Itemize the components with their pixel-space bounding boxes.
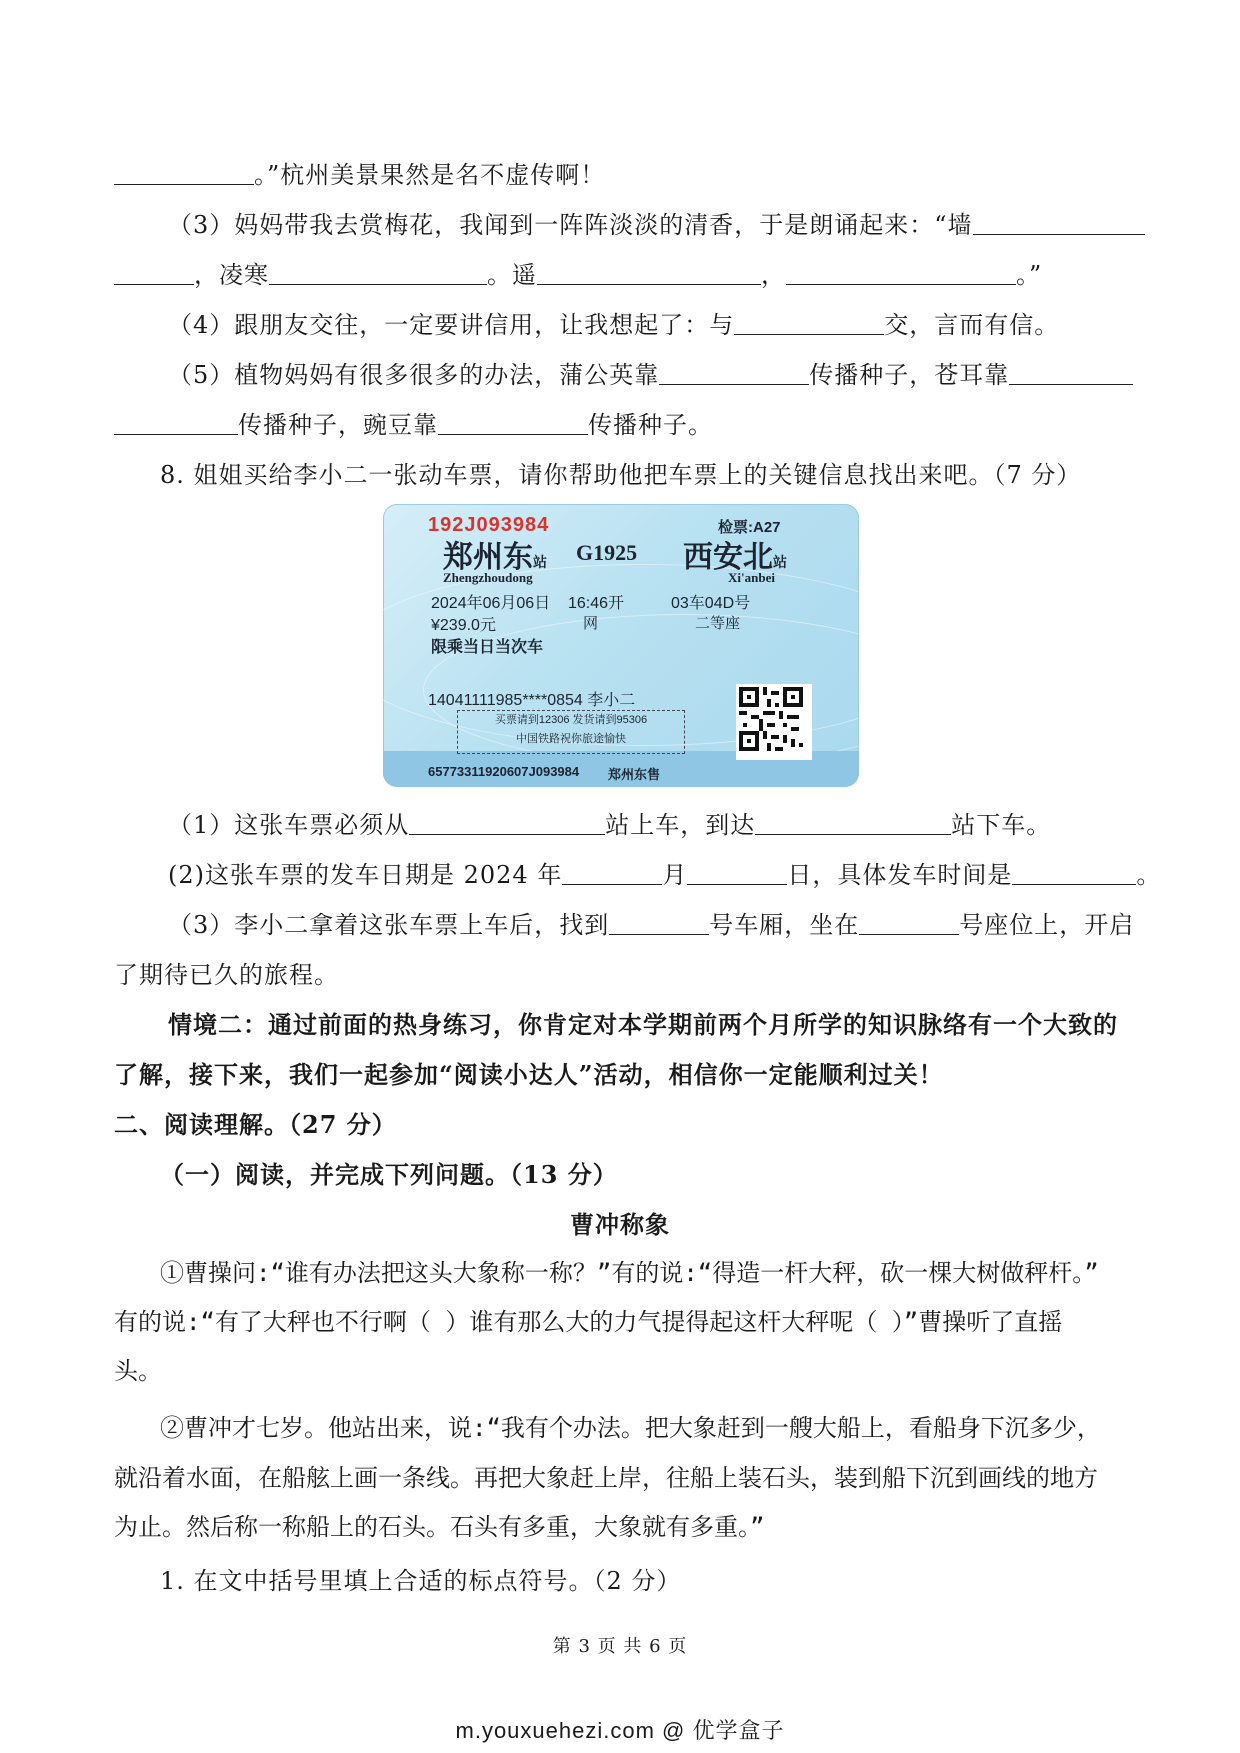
ticket-id: 192J093984: [428, 514, 550, 536]
passage-p1-line-a: ①曹操问:“谁有办法把这头大象称一称？”有的说:“得造一杆大秤，砍一棵大树做秤杆。”: [160, 1259, 1099, 1287]
ticket-question-3-line-b: 了期待已久的旅程。: [114, 961, 339, 989]
blank[interactable]: [114, 260, 194, 285]
blank[interactable]: [734, 310, 884, 335]
passage-p2-line-c: 为止。然后称一称船上的石头。石头有多重，大象就有多重。”: [114, 1513, 765, 1541]
ticket-to-station: 西安北站: [683, 541, 787, 574]
ticket-to-pinyin: Xi'anbei: [728, 570, 775, 585]
blank[interactable]: [755, 810, 951, 835]
passage-p2-line-a: ②曹冲才七岁。他站出来，说:“我有个办法。把大象赶到一艘大船上，看船身下沉多少，: [160, 1414, 1101, 1442]
train-ticket-image: [383, 504, 859, 787]
passage-p2-line-b: 就沿着水面，在船舷上画一条线。再把大象赶上岸，往船上装石头，装到船下沉到画线的地方: [114, 1464, 1098, 1492]
subsection-1-heading: （一）阅读，并完成下列问题。（13 分）: [160, 1160, 618, 1189]
section-2-heading: 二、阅读理解。（27 分）: [114, 1110, 397, 1139]
ticket-question-2: (2)这张车票的发车日期是 2024 年 月 日，具体发车时间是 。: [168, 861, 1162, 889]
ticket-time: 16:46开: [568, 595, 625, 612]
blank[interactable]: [562, 860, 662, 885]
passage-title: 曹冲称象: [570, 1211, 670, 1239]
blank[interactable]: [114, 160, 254, 185]
watermark-footer: m.youxuehezi.com @ 优学盒子: [455, 1718, 785, 1743]
ticket-passenger: 14041111985****0854 李小二: [428, 692, 636, 709]
blank[interactable]: [114, 410, 238, 435]
question-3-line-b: ，凌寒 。遥 ， 。”: [114, 260, 1042, 290]
situation-2-line-a: 情境二：通过前面的热身练习，你肯定对本学期前两个月所学的知识脉络有一个大致的: [168, 1010, 1118, 1039]
question-3-line-a: （3）妈妈带我去赏梅花，我闻到一阵阵淡淡的清香，于是朗诵起来：“墙: [168, 210, 1145, 240]
blank[interactable]: [438, 410, 588, 435]
blank[interactable]: [859, 910, 959, 935]
ticket-seller: 郑州东售: [608, 767, 661, 782]
blank[interactable]: [1009, 360, 1133, 385]
ticket-question-3-line-a: （3）李小二拿着这张车票上车后，找到 号车厢，坐在 号座位上，开启: [168, 911, 1135, 939]
question-5-line-b: 传播种子，豌豆靠 传播种子。: [114, 410, 713, 440]
blank[interactable]: [973, 210, 1145, 235]
question-4: （4）跟朋友交往，一定要讲信用，让我想起了：与 交，言而有信。: [168, 311, 1060, 339]
page-number: 第 3 页 共 6 页: [552, 1636, 688, 1657]
qr-code-icon: [736, 684, 812, 760]
blank[interactable]: [537, 260, 761, 285]
blank[interactable]: [1012, 860, 1136, 885]
question-5-line-a: （5）植物妈妈有很多很多的办法，蒲公英靠 传播种子，苍耳靠: [168, 360, 1133, 390]
ticket-from-station: 郑州东站: [443, 541, 547, 574]
blank[interactable]: [659, 360, 809, 385]
ticket-date: 2024年06月06日: [431, 595, 551, 612]
blank[interactable]: [409, 810, 605, 835]
ticket-class: 二等座: [695, 615, 741, 632]
blank[interactable]: [609, 910, 709, 935]
passage-p1-line-b: 有的说:“有了大秤也不行啊（ ）谁有那么大的力气提得起这杆大秤呢（ ）”曹操听了直摇: [114, 1308, 1063, 1336]
ticket-seat: 03车04D号: [671, 595, 751, 612]
question-1: 1. 在文中括号里填上合适的标点符号。（2 分）: [160, 1567, 682, 1595]
ticket-question-1: （1）这张车票必须从 站上车，到达 站下车。: [168, 811, 1052, 839]
ticket-notice-box: 买票请到12306 发货请到95306 中国铁路祝你旅途愉快: [457, 710, 685, 754]
passage-p1-line-c: 头。: [114, 1357, 162, 1385]
ticket-train-number: G1925: [576, 540, 638, 565]
ticket-limit: 限乘当日当次车: [431, 639, 544, 656]
blank[interactable]: [269, 260, 487, 285]
ticket-serial: 65773311920607J093984: [428, 764, 580, 779]
ticket-check-gate: 检票:A27: [718, 519, 781, 536]
ticket-from-pinyin: Zhengzhoudong: [443, 570, 533, 585]
blank[interactable]: [786, 260, 1016, 285]
question-8: 8. 姐姐买给李小二一张动车票，请你帮助他把车票上的关键信息找出来吧。（7 分）: [160, 461, 1082, 489]
ticket-price: ¥239.0元: [431, 617, 496, 634]
blank[interactable]: [687, 860, 787, 885]
fill-line-1: 。”杭州美景果然是名不虚传啊！: [114, 160, 605, 190]
situation-2-line-b: 了解，接下来，我们一起参加“阅读小达人”活动，相信你一定能顺利过关！: [114, 1060, 944, 1089]
ticket-channel: 网: [583, 615, 599, 632]
